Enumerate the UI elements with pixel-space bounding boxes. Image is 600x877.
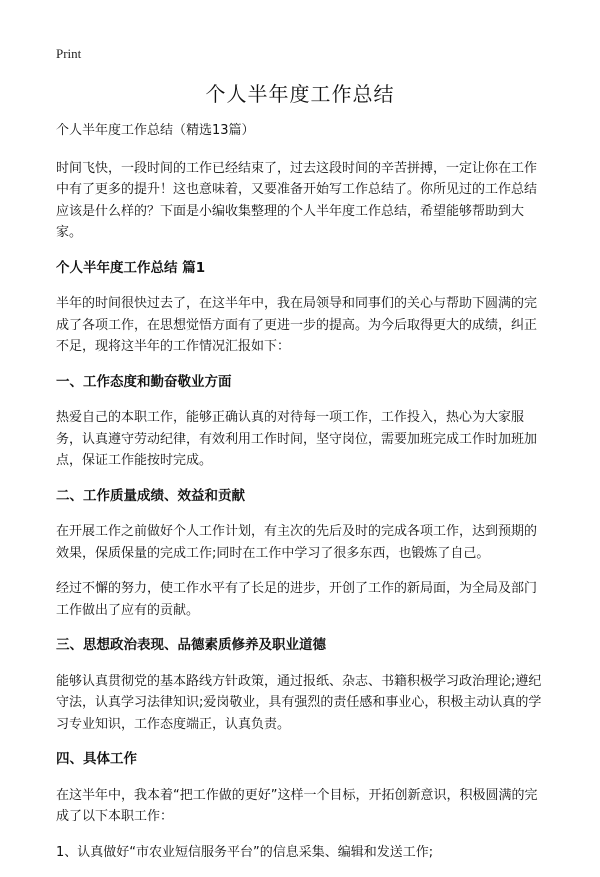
section-heading-attitude: 一、工作态度和勤奋敬业方面 [56,373,232,390]
section-paragraph: 能够认真贯彻党的基本路线方针政策，通过报纸、杂志、书籍积极学习政治理论;遵纪守法，认真学习法律知识;爱岗敬业，具有强烈的责任感和事业心，积极主动认真的学习专业知识，工作态度端正，认真负责。 [56,673,542,732]
section-paragraph: 热爱自己的本职工作，能够正确认真的对待每一项工作，工作投入，热心为大家服务，认真遵守劳动纪律，有效利用工作时间，坚守岗位，需要加班完成工作时加班加点，保证工作能按时完成。 [56,410,538,468]
section-heading-quality: 二、工作质量成绩、效益和贡献 [56,487,245,504]
section-paragraph: 在开展工作之前做好个人工作计划，有主次的先后及时的完成各项工作，达到预期的效果，保质保量的完成工作;同时在工作中学习了很多东西，也锻炼了自己。 [56,524,538,561]
section-paragraph: 经过不懈的努力，使工作水平有了长足的进步，开创了工作的新局面，为全局及部门工作做出了应有的贡献。 [56,581,538,618]
section-heading-specific-work: 四、具体工作 [56,751,137,767]
section-paragraph: 在这半年中，我本着“把工作做的更好”这样一个目标，开拓创新意识，积极圆满的完成了以下本职工作： [56,787,538,824]
article-heading: 个人半年度工作总结 篇1 [56,259,206,276]
document-body [56,120,548,877]
article-opening-paragraph: 半年的时间很快过去了，在这半年中，我在局领导和同事们的关心与帮助下圆满的完成了各项工作，在思想觉悟方面有了更进一步的提高。为今后取得更大的成绩，纠正不足，现将这半年的工作情况汇报如下： [56,296,538,354]
list-item: 1、认真做好“市农业短信服务平台”的信息采集、编辑和发送工作; [56,844,434,860]
page-title: 个人半年度工作总结 [205,82,395,106]
print-link[interactable]: Print [56,46,82,61]
intro-paragraph: 时间飞快，一段时间的工作已经结束了，过去这段时间的辛苦拼搏，一定让你在工作中有了更多的提升！这也意味着，又要准备开始写工作总结了。你所见过的工作总结应该是什么样的？下面是小编收集整理的个人半年度工作总结，希望能够帮助到大家。 [56,160,538,240]
document-subtitle: 个人半年度工作总结（精选13篇） [56,123,255,138]
section-heading-ethics: 三、思想政治表现、品德素质修养及职业道德 [56,637,326,653]
